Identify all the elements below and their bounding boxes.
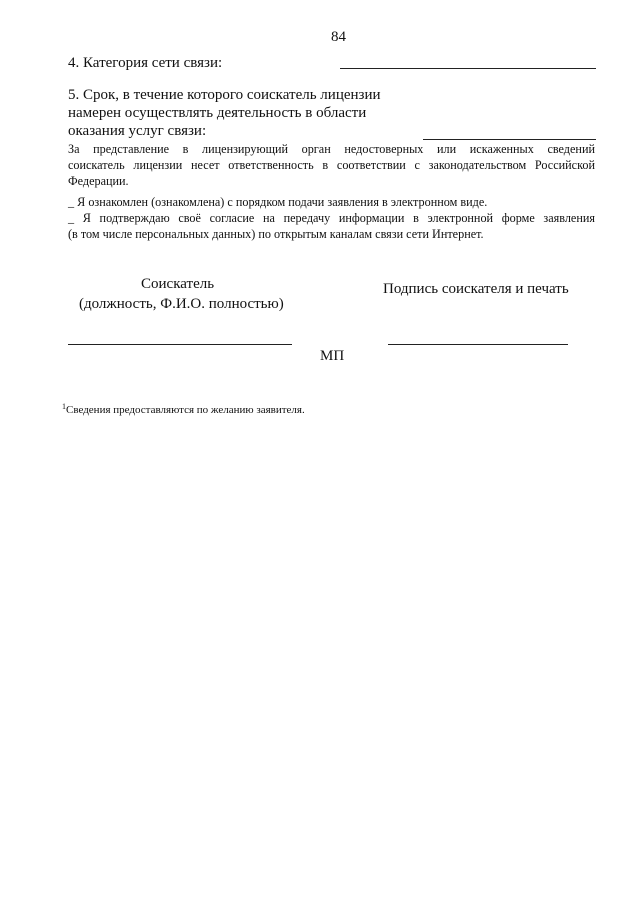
term-label-line2: намерен осуществлять деятельность в области [68,105,367,121]
applicant-name-field-line [68,344,292,345]
signature-field-line [388,344,568,345]
footnote [62,402,305,416]
term-field-line [423,139,596,140]
applicant-label: Соискатель [141,276,215,292]
term-label-line3: оказания услуг связи: [68,123,207,139]
applicant-sublabel: (должность, Ф.И.О. полностью) [79,296,284,312]
data-transfer-consent-line2: (в том числе персональных данных) по открытым каналам связи сети Интернет. [68,227,484,241]
footnote-mark: 1 [62,402,66,411]
page-number: 84 [331,29,346,45]
stamp-place-label: МП [320,348,345,364]
footnote-text: Сведения предоставляются по желанию заявителя. [66,404,305,416]
network-category-field-line [340,68,596,69]
liability-notice-line2: соискатель лицензии несет ответственность в соответствии с законодательством Российской [68,158,595,172]
data-transfer-consent-line1: _ Я подтверждаю своё согласие на передачу информации в электронной форме заявления [68,211,595,225]
signature-label: Подпись соискателя и печать [383,281,569,297]
liability-notice-line1: За представление в лицензирующий орган недостоверных или искаженных сведений [68,142,595,156]
electronic-filing-acknowledgement: _ Я ознакомлен (ознакомлена) с порядком подачи заявления в электронном виде. [68,195,488,209]
term-label-line1: 5. Срок, в течение которого соискатель лицензии [68,87,381,103]
liability-notice-line3: Федерации. [68,174,129,188]
network-category-label: 4. Категория сети связи: [68,55,223,71]
